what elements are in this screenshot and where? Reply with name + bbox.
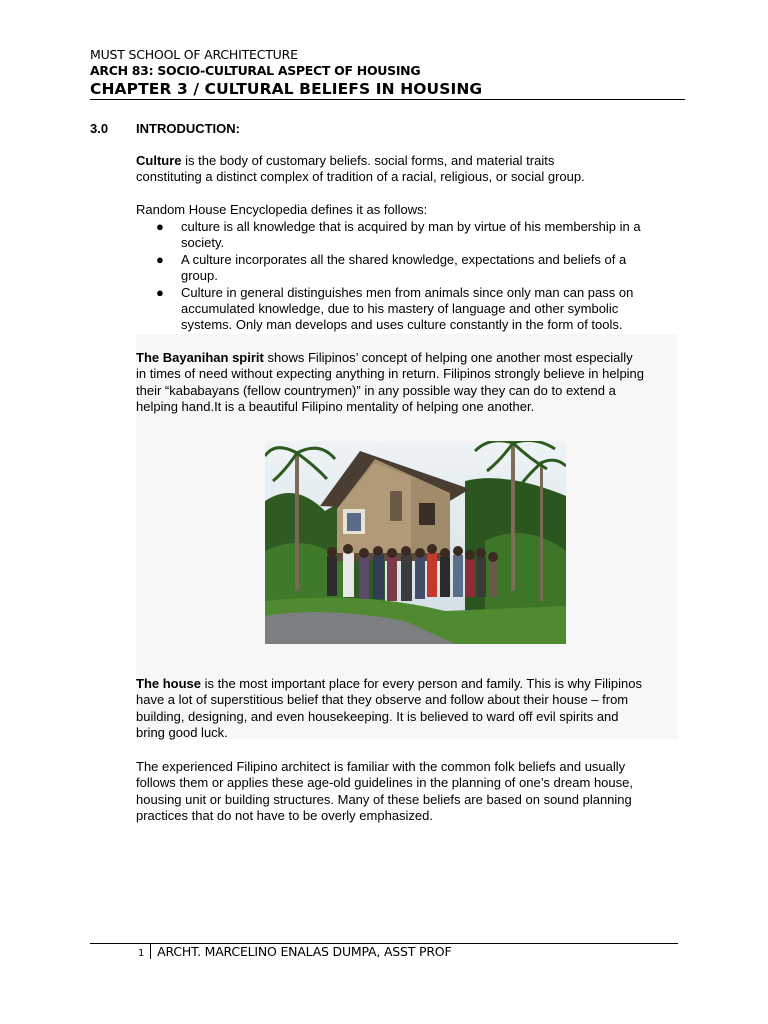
bayanihan-line-3: their “kababayans (fellow countrymen)” in any possible way they can do to extend a bbox=[136, 382, 616, 398]
bayanihan-line-4: helping hand.It is a beautiful Filipino mentality of helping one another. bbox=[136, 399, 535, 415]
chapter-title: CHAPTER 3 / CULTURAL BELIEFS IN HOUSING bbox=[90, 80, 483, 98]
culture-line-2: constituting a distinct complex of tradition of a racial, religious, or social group. bbox=[136, 169, 585, 185]
list-item-line: A culture incorporates all the shared knowledge, expectations and beliefs of a bbox=[181, 251, 627, 267]
bayanihan-photo bbox=[265, 441, 566, 644]
section-number: 3.0 bbox=[90, 121, 109, 136]
house-term: The house bbox=[136, 676, 202, 691]
house-paragraph bbox=[136, 676, 681, 742]
house-line-1: is the most important place for every person and family. This is why Filipinos bbox=[201, 676, 642, 691]
architect-line-1: The experienced Filipino architect is familiar with the common folk beliefs and usually bbox=[136, 759, 626, 774]
bayanihan-term: The Bayanihan spirit bbox=[136, 350, 264, 365]
section-title: INTRODUCTION: bbox=[136, 121, 240, 136]
bullet-icon: ● bbox=[156, 219, 164, 234]
bullet-icon: ● bbox=[156, 284, 164, 300]
footer bbox=[138, 944, 451, 959]
definition-list bbox=[136, 219, 681, 334]
architect-line-2: follows them or applies these age-old guidelines in the planning of one’s dream house, bbox=[136, 775, 633, 791]
list-item bbox=[136, 252, 681, 285]
bayanihan-line-2: in times of need without expecting anything in return. Filipinos strongly believe in helping bbox=[136, 366, 645, 382]
house-line-3: building, designing, and even housekeeping. It is believed to ward off evil spirits and bbox=[136, 708, 619, 724]
school-name: MUST SCHOOL OF ARCHITECTURE bbox=[90, 47, 298, 62]
culture-line-1: is the body of customary beliefs. social forms, and material traits bbox=[181, 153, 555, 168]
list-item-line: Culture in general distinguishes men from animals since only man can pass on bbox=[181, 284, 634, 300]
list-item-line: culture is all knowledge that is acquired by man by virtue of his membership in a bbox=[181, 219, 641, 234]
list-item-line: systems. Only man develops and uses culture constantly in the form of tools. bbox=[181, 317, 623, 333]
list-item-line: group. bbox=[181, 268, 218, 284]
list-item bbox=[136, 285, 681, 334]
list-item-line: society. bbox=[181, 235, 225, 251]
culture-term: Culture bbox=[136, 153, 182, 168]
header-divider bbox=[90, 99, 685, 100]
page-number: 1 bbox=[138, 948, 145, 959]
bullet-icon: ● bbox=[156, 251, 164, 267]
footer-separator bbox=[150, 944, 151, 959]
culture-paragraph bbox=[136, 153, 681, 186]
footer-author: ARCHT. MARCELINO ENALAS DUMPA, ASST PROF bbox=[157, 944, 452, 959]
house-line-4: bring good luck. bbox=[136, 725, 228, 741]
architect-line-4: practices that do not have to be overly emphasized. bbox=[136, 808, 434, 824]
list-item-line: accumulated knowledge, due to his mastery of language and other symbolic bbox=[181, 301, 619, 317]
bayanihan-paragraph bbox=[136, 350, 681, 416]
list-item bbox=[136, 219, 681, 252]
architect-paragraph bbox=[136, 759, 681, 825]
house-line-2: have a lot of superstitious belief that they observe and follow about their house – from bbox=[136, 692, 629, 708]
bayanihan-line-1: shows Filipinos’ concept of helping one another most especially bbox=[263, 350, 633, 365]
course-title: ARCH 83: SOCIO-CULTURAL ASPECT OF HOUSING bbox=[90, 63, 421, 78]
section-heading bbox=[90, 121, 240, 136]
encyclopedia-intro: Random House Encyclopedia defines it as follows: bbox=[136, 202, 428, 217]
architect-line-3: housing unit or building structures. Many of these beliefs are based on sound planning bbox=[136, 791, 632, 807]
